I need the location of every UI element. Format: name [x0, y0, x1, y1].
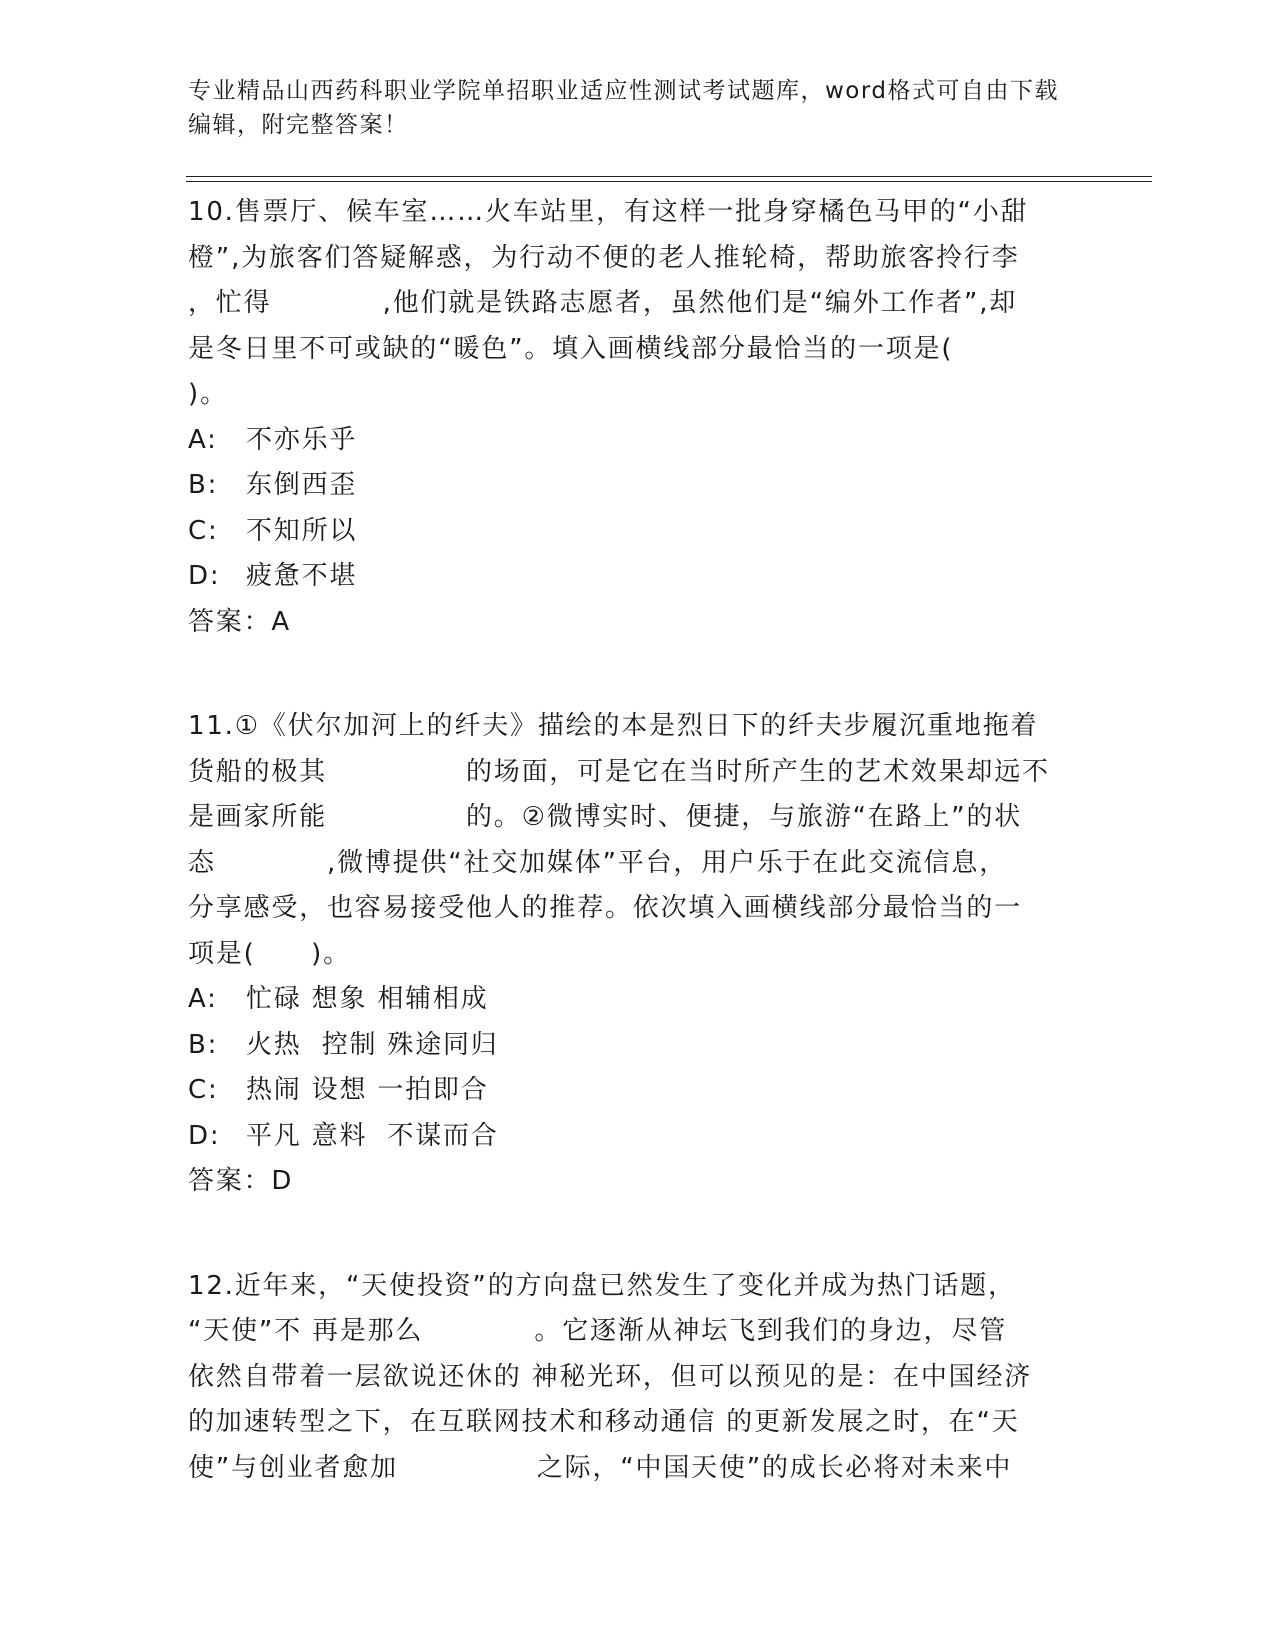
question-text-line: “天使”不 再是那么 。它逐渐从神坛飞到我们的身边，尽管 [188, 1316, 1008, 1346]
question-text-line: ，忙得 ,他们就是铁路志愿者，虽然他们是“编外工作者”,却 [188, 288, 1018, 318]
question-11 [188, 704, 1088, 1205]
option-label: D: [188, 1120, 221, 1151]
option-d [188, 554, 1088, 600]
question-text-line: )。 [188, 379, 228, 409]
option-text: 忙碌 想象 相辅相成 [246, 984, 489, 1014]
question-text-line: 是冬日里不可或缺的“暖色”。填入画横线部分最恰当的一项是( [188, 333, 954, 364]
option-a [188, 977, 1088, 1023]
question-text-line: 橙”,为旅客们答疑解惑，为行动不便的老人推轮椅，帮助旅客拎行李 [188, 242, 1020, 273]
question-text-line: 态 ,微博提供“社交加媒体”平台，用户乐于在此交流信息， [188, 847, 1008, 878]
question-10 [188, 190, 1088, 645]
question-text-line: 是画家所能 的。②微博实时、便捷，与旅游“在路上”的状 [188, 802, 1023, 832]
question-text-line: 使”与创业者愈加 之际，“中国天使”的成长必将对未来中 [188, 1452, 1013, 1483]
answer-text: 答案：D [188, 1166, 294, 1196]
question-text-line: 12.近年来，“天使投资”的方向盘已然发生了变化并成为热门话题， [188, 1270, 1016, 1301]
header-rule-top [186, 176, 1152, 177]
option-text: 火热 控制 殊途同归 [246, 1029, 499, 1060]
option-label: C: [188, 515, 219, 546]
header-rule-bottom [186, 181, 1152, 182]
page-header [188, 74, 1088, 142]
question-text-line: 10.售票厅、候车室……火车站里，有这样一批身穿橘色马甲的“小甜 [188, 197, 1029, 227]
question-text-line: 分享感受，也容易接受他人的推荐。依次填入画横线部分最恰当的一 [188, 893, 1023, 923]
header-line-1: 专业精品山西药科职业学院单招职业适应性测试考试题库，word格式可自由下载 [188, 78, 1060, 104]
header-line-2: 编辑，附完整答案！ [188, 112, 409, 138]
option-label: B: [188, 1029, 219, 1060]
question-text-line: 11.①《伏尔加河上的纤夫》描绘的本是烈日下的纤夫步履沉重地拖着 [188, 711, 1039, 741]
option-d [188, 1114, 1088, 1160]
option-text: 热闹 设想 一拍即合 [246, 1075, 489, 1105]
option-text: 不知所以 [246, 515, 358, 546]
option-label: A: [188, 984, 218, 1014]
option-label: D: [188, 561, 221, 591]
question-text-line: 货船的极其 的场面，可是它在当时所产生的艺术效果却远不 [188, 756, 1050, 787]
option-b [188, 463, 1088, 509]
answer-text: 答案：A [188, 606, 291, 637]
question-spacer [188, 1205, 1088, 1264]
question-text-line: 项是( )。 [188, 938, 351, 969]
option-a [188, 418, 1088, 464]
option-text: 不亦乐乎 [246, 424, 358, 455]
option-c [188, 1068, 1088, 1114]
option-text: 东倒西歪 [246, 470, 358, 500]
question-text-line: 的加速转型之下，在互联网技术和移动通信 的更新发展之时，在“天 [188, 1407, 1020, 1437]
option-label: A: [188, 424, 218, 455]
option-label: C: [188, 1075, 219, 1105]
question-12 [188, 1264, 1088, 1492]
option-text: 平凡 意料 不谋而合 [246, 1120, 499, 1151]
question-list [188, 190, 1088, 1491]
option-c [188, 509, 1088, 555]
option-text: 疲惫不堪 [246, 561, 358, 591]
option-label: B: [188, 470, 219, 500]
question-spacer [188, 645, 1088, 704]
question-text-line: 依然自带着一层欲说还休的 神秘光环，但可以预见的是：在中国经济 [188, 1361, 1033, 1392]
option-b [188, 1023, 1088, 1069]
